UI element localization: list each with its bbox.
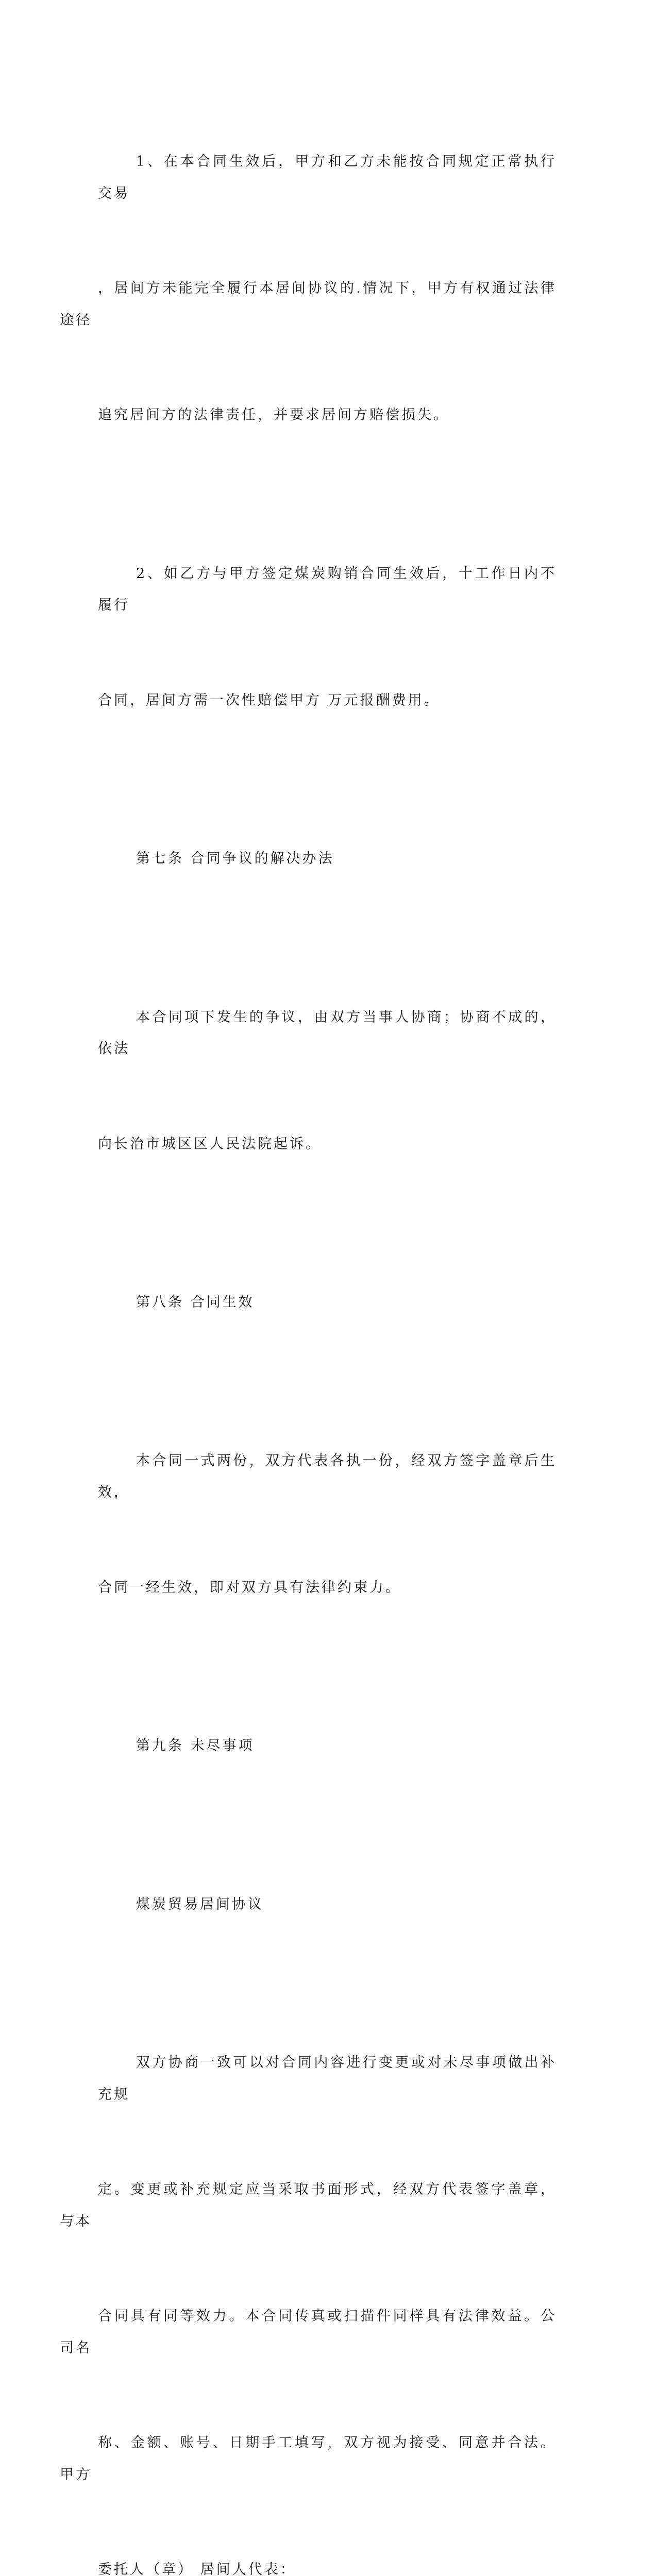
text-line: 1、在本合同生效后，甲方和乙方未能按合同规定正常执行交易	[98, 154, 557, 201]
text-line: 第七条 合同争议的解决办法	[136, 851, 334, 867]
text-line: 本合同一式两份，双方代表各执一份，经双方签字盖章后生效，	[98, 1452, 557, 1500]
text-line: 向长治市城区区人民法院起诉。	[98, 1136, 322, 1152]
clause-2-paragraph	[98, 495, 557, 780]
text-line: 第八条 合同生效	[136, 1294, 255, 1310]
text-line: 合同，居间方需一次性赔偿甲方 万元报酬费用。	[98, 692, 440, 708]
article-8-paragraph	[98, 1382, 557, 1667]
text-line: ，居间方未能完全履行本居间协议的.情况下，甲方有权通过法律途径	[60, 280, 557, 328]
text-line: 2、如乙方与甲方签定煤炭购销合同生效后，十工作日内不履行	[98, 565, 557, 613]
text-line: 称、金额、账号、日期手工填写，双方视为接受、同意并合法。 甲方	[60, 2435, 563, 2483]
text-line: 追究居间方的法律责任，并要求居间方赔偿损失。	[98, 407, 449, 423]
article-7-heading	[98, 779, 557, 938]
article-7-paragraph	[98, 938, 557, 1224]
document-title	[98, 1825, 557, 1984]
article-9-heading	[98, 1667, 557, 1825]
text-line: 本合同项下发生的争议，由双方当事人协商；协商不成的，依法	[98, 1009, 557, 1057]
clause-1-paragraph	[60, 82, 557, 495]
text-line: 定。变更或补充规定应当采取书面形式，经双方代表签字盖章，与本	[60, 2181, 557, 2229]
article-8-heading	[98, 1223, 557, 1382]
text-line: 第九条 未尽事项	[136, 1738, 255, 1754]
text-line: 合同一经生效，即对双方具有法律约束力。	[98, 1579, 401, 1596]
text-line: 委托人（章） 居间人代表：	[98, 2562, 296, 2576]
text-line: 合同具有同等效力。本合同传真或扫描件同样具有法律效益。公司名	[60, 2308, 557, 2356]
text-line: 煤炭贸易居间协议	[136, 1896, 264, 1912]
text-line: 双方协商一致可以对合同内容进行变更或对未尽事项做出补充规	[98, 2055, 557, 2103]
article-9-paragraph	[60, 1984, 563, 2576]
document-body	[60, 82, 563, 2576]
